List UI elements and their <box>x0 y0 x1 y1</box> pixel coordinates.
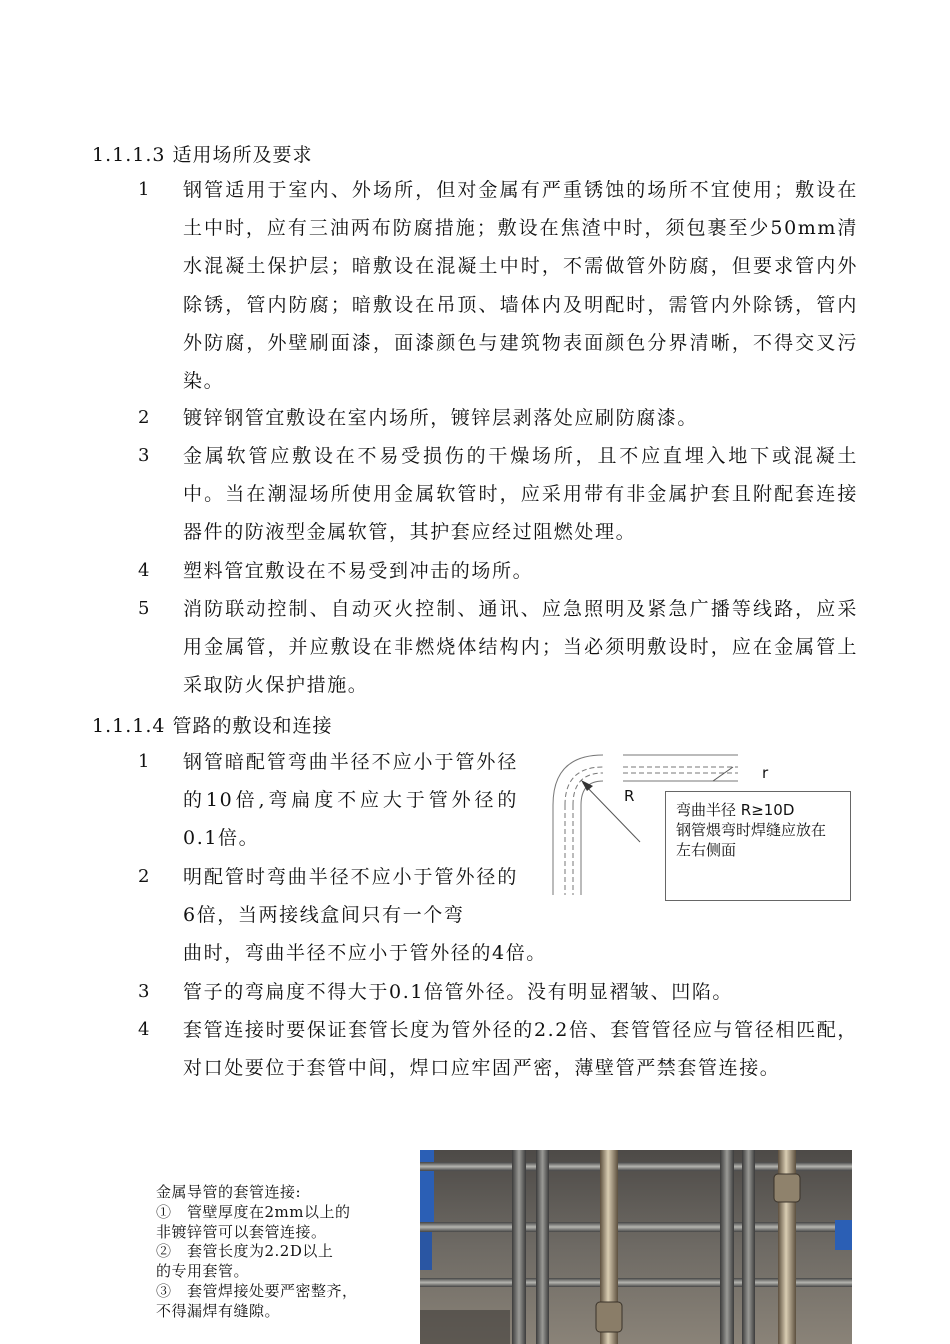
note-title: 金属导管的套管连接: <box>156 1183 302 1201</box>
section-heading: 1.1.1.4 管路的敷设和连接 <box>92 715 333 737</box>
item-text: 消防联动控制、自动灭火控制、通讯、应急照明及紧急广播等线路，应采用金属管，并应敷设在非燃烧体结构内；当必须明敷设时，应在金属管上采取防火保护措施。 <box>183 598 858 697</box>
note-line: ① 管壁厚度在2mm以上的 <box>156 1202 351 1221</box>
item-number: 3 <box>138 445 150 466</box>
note-line: 非镀锌管可以套管连接。 <box>156 1222 327 1241</box>
bend-radius-figure <box>548 745 858 910</box>
item-text: 曲时，弯曲半径不应小于管外径的4倍。 <box>183 942 547 964</box>
caption-line: 左右侧面 <box>676 841 737 859</box>
item-number: 1 <box>138 751 150 772</box>
item-number: 4 <box>138 1019 150 1040</box>
figure-caption <box>665 791 851 901</box>
section-heading: 1.1.1.3 适用场所及要求 <box>92 144 313 166</box>
caption-line: 弯曲半径 R≥10D <box>676 801 795 819</box>
bend-radius-label: R <box>624 787 635 805</box>
item-text: 明配管时弯曲半径不应小于管外径的6倍，当两接线盒间只有一个弯 <box>183 866 518 927</box>
item-number: 4 <box>138 560 150 581</box>
item-number: 1 <box>138 179 150 200</box>
item-number: 2 <box>138 866 150 887</box>
item-text: 管子的弯扁度不得大于0.1倍管外径。没有明显褶皱、凹陷。 <box>183 981 734 1003</box>
item-text: 套管连接时要保证套管长度为管外径的2.2倍、套管管径应与管径相匹配，对口处要位于套管中间，焊口应牢固严密，薄壁管严禁套管连接。 <box>183 1019 858 1080</box>
note-line: ③ 套管焊接处要严密整齐， <box>156 1281 358 1300</box>
rebar-conduit-photo <box>420 1150 852 1344</box>
note-line: ② 套管长度为2.2D以上 <box>156 1242 334 1261</box>
item-text: 钢管适用于室内、外场所，但对金属有严重锈蚀的场所不宜使用；敷设在土中时，应有三油两布防腐措施；敷设在焦渣中时，须包裹至少50mm清水混凝土保护层；暗敷设在混凝土中时，不需做管外防腐，但要求管内外除锈，管内防腐；暗敷设在吊顶、墙体内及明配时，需管内外除锈，管内外防腐，外壁刷面漆，面漆颜色与建筑物表面颜色分界清晰，不得交叉污染。 <box>183 179 858 393</box>
item-number: 5 <box>138 598 150 619</box>
item-text: 钢管暗配管弯曲半径不应小于管外径的10倍,弯扁度不应大于管外径的0.1倍。 <box>183 751 518 850</box>
note-line: 的专用套管。 <box>156 1262 250 1281</box>
item-text: 金属软管应敷设在不易受损伤的干燥场所，且不应直埋入地下或混凝土中。当在潮湿场所使用金属软管时，应采用带有非金属护套且附配套连接器件的防液型金属软管，其护套应经过阻燃处理。 <box>183 445 858 544</box>
caption-line: 钢管煨弯时焊缝应放在 <box>676 821 827 839</box>
item-text: 镀锌钢管宜敷设在室内场所，镀锌层剥落处应刷防腐漆。 <box>183 407 699 429</box>
note-line: 不得漏焊有缝隙。 <box>156 1301 281 1320</box>
small-radius-label: r <box>762 764 769 782</box>
photo-note <box>156 1183 406 1322</box>
photo-illustration <box>420 1150 852 1344</box>
item-number: 2 <box>138 407 150 428</box>
item-text: 塑料管宜敷设在不易受到冲击的场所。 <box>183 560 534 582</box>
item-number: 3 <box>138 981 150 1002</box>
